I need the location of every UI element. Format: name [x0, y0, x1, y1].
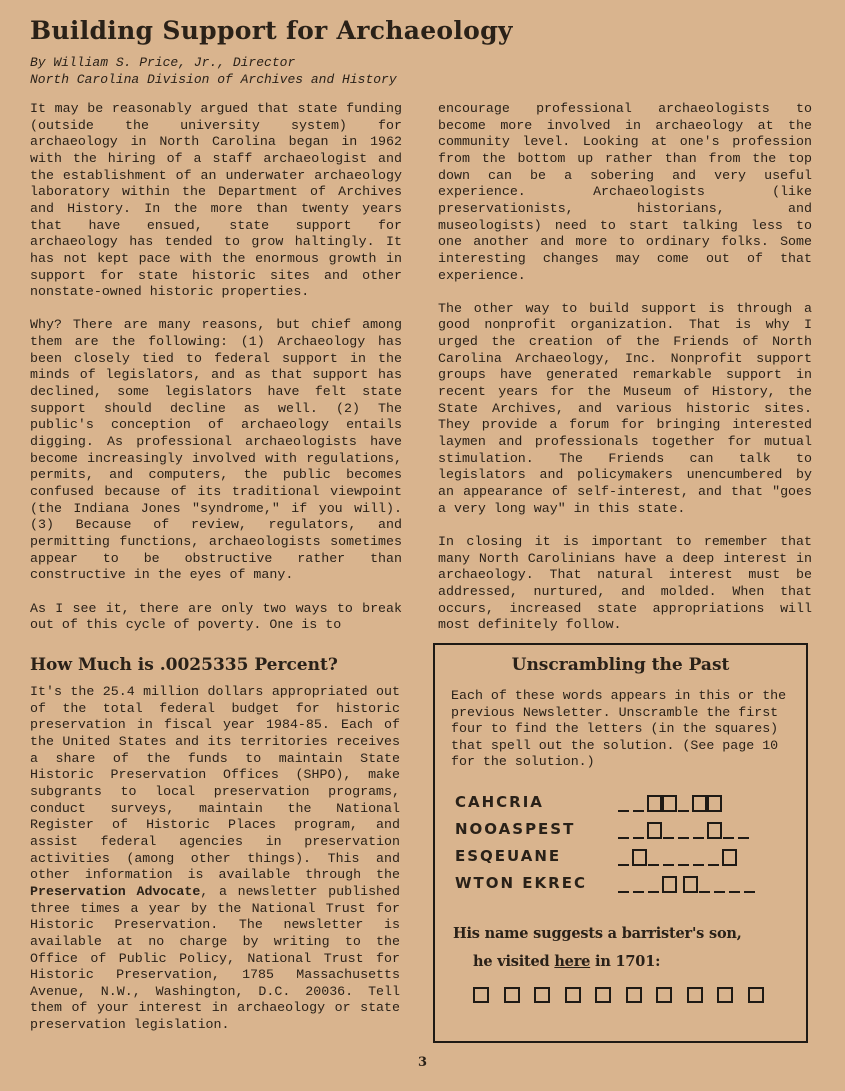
letter-square	[708, 796, 721, 811]
answer-square	[534, 987, 550, 1003]
riddle-line-2	[473, 953, 660, 970]
paragraph	[30, 684, 400, 1034]
percent-body	[30, 684, 400, 1034]
paragraph: The other way to build support is through a good nonprofit organization. That is why I urged the creation of the Friends of North Carolina Archaeology, Inc. Nonprofit support groups have generated remarkable support in recent years for the Museum of History, the State Archives, and various historic sites. They provide a forum for bringing interested laymen and professionals together for mutual stimulation. The Friends can talk to legislators and policymakers unencumbered by an appearance of self-interest, and that "goes a very long way" in this state.	[438, 300, 812, 516]
slot-row	[617, 847, 807, 867]
puzzle-box	[433, 643, 808, 1043]
puzzle-title: Unscrambling the Past	[511, 655, 730, 675]
riddle-text: in 1701:	[590, 953, 661, 970]
riddle-text: he visited	[473, 953, 555, 970]
page-number: 3	[417, 1055, 428, 1070]
riddle-emphasis: here	[554, 953, 591, 970]
percent-heading: How Much is .0025335 Percent?	[30, 655, 338, 675]
paragraph: Why? There are many reasons, but chief among them are the following: (1) Archaeology has been closely tied to federal support in the minds of legislators, and as that support has declined, some legislators have felt state support should decline as well. (2) The public's conception of archaeology entails digging. As professional archaeologists have become increasingly involved with regulations, permits, and computers, the public becomes confused because of its traditional viewpoint (the Indiana Jones "syndrome," if you will). (3) Because of review, regulators, and permitting functions, archaeologists sometimes appear to be obstructive rather than constructive in the eyes of many.	[30, 317, 402, 583]
letter-square	[723, 850, 736, 865]
letter-square	[648, 796, 661, 811]
slot-row	[617, 793, 807, 813]
answer-square	[473, 987, 489, 1003]
answer-square	[626, 987, 642, 1003]
answer-square	[748, 987, 764, 1003]
article-right-column	[438, 101, 812, 634]
paragraph: As I see it, there are only two ways to break out of this cycle of poverty. One is to	[30, 600, 402, 633]
answer-square	[565, 987, 581, 1003]
scramble-word: WTON EKREC	[455, 874, 587, 892]
answer-square	[504, 987, 520, 1003]
riddle-line-1: His name suggests a barrister's son,	[453, 925, 742, 942]
letter-square	[633, 850, 646, 865]
scramble-word: NOOASPEST	[455, 820, 576, 838]
article-left-column	[30, 101, 402, 634]
scramble-word: ESQEUANE	[455, 847, 562, 865]
answer-square	[717, 987, 733, 1003]
byline-affiliation: North Carolina Division of Archives and History	[30, 72, 397, 87]
letter-square	[663, 796, 676, 811]
percent-text-b: , a newsletter published three times a year by the National Trust for Historic Preservation. The newsletter is available at no charge by writing to the Office of Public Policy, National Trust for Historic Preservation, 1785 Massachusetts Avenue, N.W., Washington, D.C. 20036. Tell them of your interest in archaeology or state preservation legislation.	[30, 883, 400, 1033]
byline-author: By William S. Price, Jr., Director	[30, 55, 296, 70]
paragraph: It may be reasonably argued that state funding (outside the university system) for archaeology in North Carolina began in 1962 with the hiring of a staff archaeologist and the establishment of an underwater archaeology laboratory within the Department of Archives and History. In the more than twenty years that have ensued, state support for archaeology has tended to grow haltingly. It has not kept pace with the enormous growth in support for state historic sites and other nonstate-owned historic properties.	[30, 101, 402, 300]
scramble-word: CAHCRIA	[455, 793, 544, 811]
answer-square	[687, 987, 703, 1003]
preservation-advocate: Preservation Advocate	[30, 883, 201, 899]
puzzle-intro: Each of these words appears in this or the previous Newsletter. Unscramble the first four to find the letters (in the squares) that spell out the solution. (See page 10 for the solution.)	[451, 688, 787, 770]
letter-square	[708, 823, 721, 838]
slot-row	[617, 820, 807, 840]
paragraph: In closing it is important to remember that many North Carolinians have a deep interest in archaeology. That natural interest must be addressed, nurtured, and molded. When that occurs, increased state appropriations will most definitely follow.	[438, 533, 812, 633]
answer-square	[595, 987, 611, 1003]
answer-square	[656, 987, 672, 1003]
slot-row	[617, 874, 807, 894]
letter-square	[693, 796, 706, 811]
article-title: Building Support for Archaeology	[30, 16, 513, 45]
letter-square	[684, 877, 697, 892]
byline	[30, 54, 397, 88]
letter-square	[648, 823, 661, 838]
letter-square	[663, 877, 676, 892]
paragraph: encourage professional archaeologists to become more involved in archaeology at the community level. Looking at one's profession from the bottom up rather than from the top down can be a sobering and very useful experience. Archaeologists (like preservationists, historians, and museologists) need to start talking less to one another and more to ordinary folks. Some interesting changes may come out of that experience.	[438, 101, 812, 283]
percent-text-a: It's the 25.4 million dollars appropriated out of the total federal budget for historic preservation in fiscal year 1984-85. Each of the United States and its territories receives a share of the funds to maintain State Historic Preservation Offices (SHPO), make subgrants to local preservation programs, conduct surveys, maintain the National Register of Historic Places program, and assist federal agencies in preservation activities (among other things). This and other information is available through the	[30, 684, 400, 883]
